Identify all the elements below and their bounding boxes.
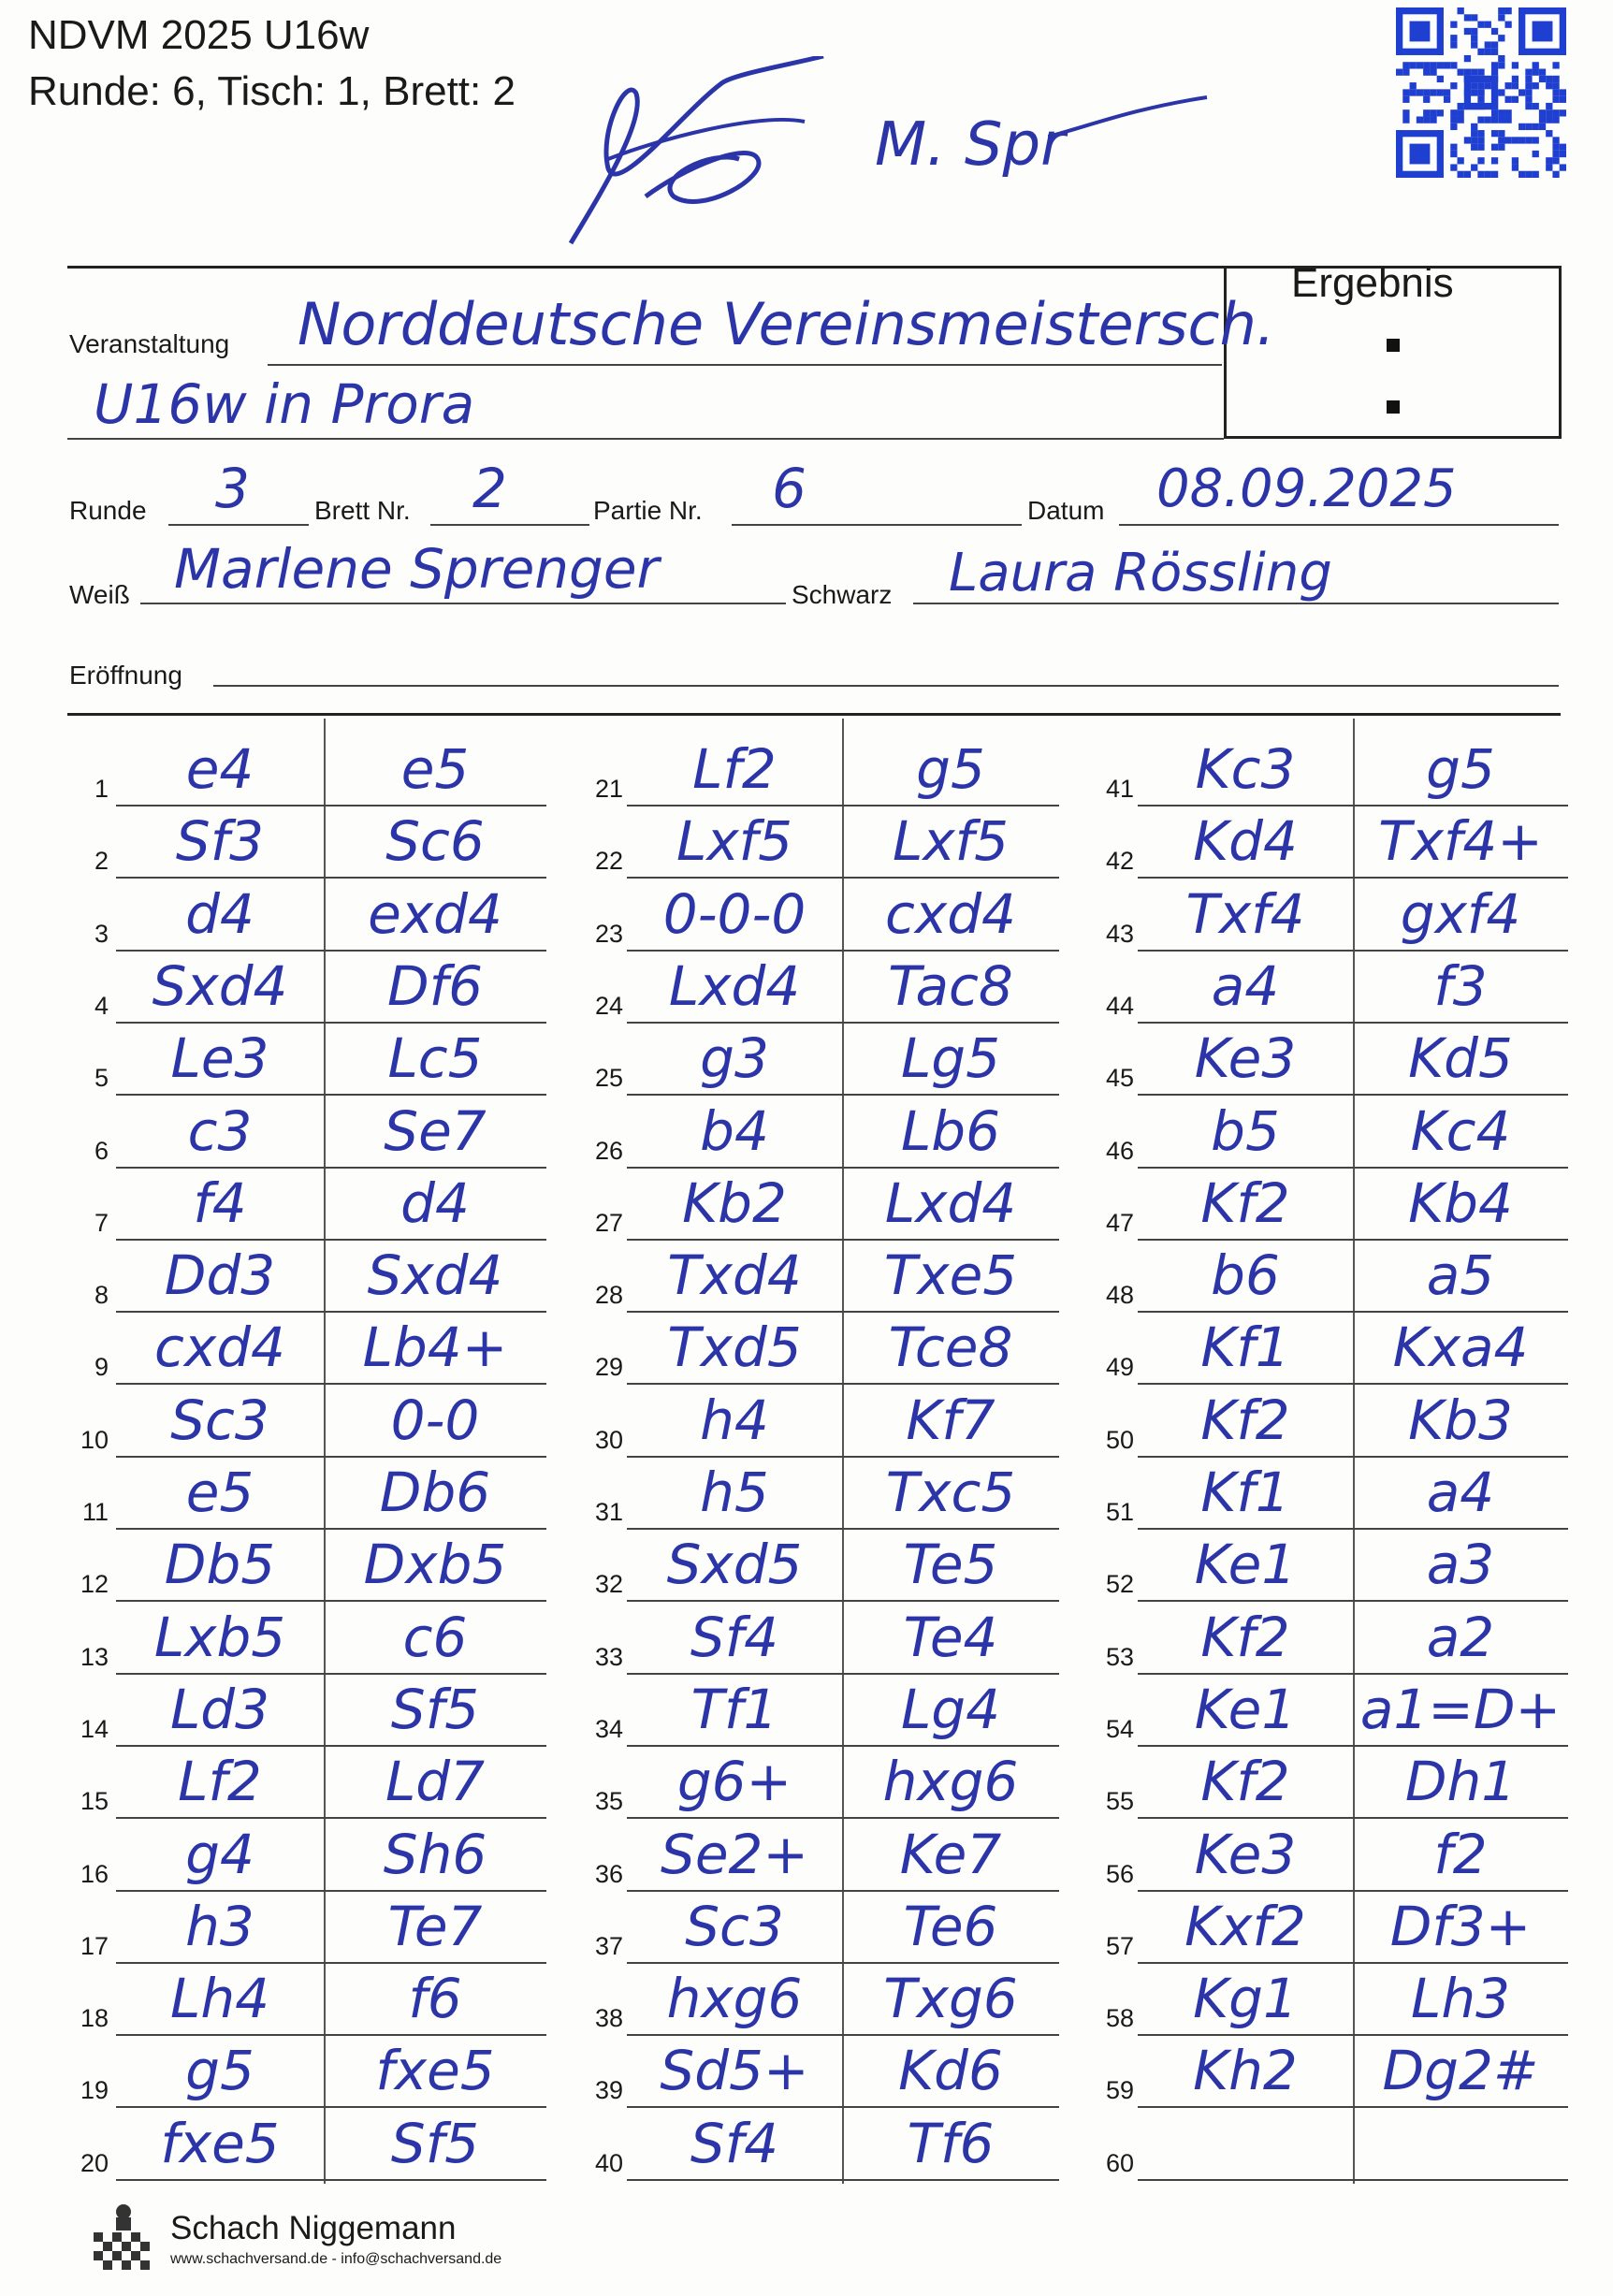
move-black: c6	[402, 1605, 468, 1669]
move-row-rule	[1138, 877, 1568, 879]
move-black: Sxd4	[367, 1243, 503, 1308]
move-white: a4	[1211, 953, 1280, 1018]
move-black: Dg2#	[1382, 2039, 1539, 2103]
move-white: Ke1	[1194, 1533, 1297, 1597]
move-row-rule	[1138, 1817, 1568, 1819]
move-black: Txg6	[883, 1967, 1018, 2031]
move-row-rule	[627, 1673, 1059, 1675]
result-box-right	[1559, 266, 1562, 439]
moves-top-rule	[67, 713, 1561, 716]
chess-logo-icon	[86, 2201, 161, 2279]
move-black: f6	[408, 1967, 462, 2031]
move-white: Kh2	[1193, 2039, 1298, 2103]
date-rule	[1119, 524, 1559, 526]
move-number: 18	[80, 2004, 109, 2033]
move-number: 56	[1105, 1859, 1134, 1888]
move-number: 42	[1105, 847, 1134, 876]
move-black: e5	[400, 737, 470, 801]
move-row-rule	[116, 1094, 546, 1096]
move-row-rule	[627, 2106, 1059, 2108]
game-rule	[732, 524, 1022, 526]
move-row-rule	[627, 1022, 1059, 1024]
move-row-rule	[116, 1745, 546, 1747]
move-black: Kd6	[898, 2039, 1003, 2103]
move-number: 25	[594, 1064, 623, 1093]
event-line2-rule	[67, 438, 1224, 440]
move-number: 33	[594, 1642, 623, 1671]
move-black: Kc4	[1410, 1098, 1511, 1163]
move-white: hxg6	[666, 1967, 803, 2031]
move-white: Tf1	[690, 1677, 778, 1741]
move-black: Db6	[379, 1460, 491, 1524]
black-label: Schwarz	[792, 580, 893, 609]
round-label: Runde	[69, 496, 147, 525]
move-row-rule	[627, 1239, 1059, 1241]
opening-rule	[213, 685, 1559, 687]
move-white: g6+	[676, 1750, 792, 1814]
move-row-rule	[1138, 1962, 1568, 1964]
move-row-rule	[627, 2034, 1059, 2036]
signature-white-player: M. Spr	[875, 110, 1066, 180]
move-black: Ke7	[899, 1822, 1002, 1886]
move-number: 34	[594, 1714, 623, 1743]
move-black: Te6	[903, 1894, 998, 1958]
move-row-rule	[627, 1745, 1059, 1747]
move-row-rule	[1138, 1022, 1568, 1024]
move-black: Lh3	[1411, 1967, 1510, 2031]
move-number: 48	[1105, 1281, 1134, 1310]
opening-label: Eröffnung	[69, 661, 182, 690]
move-number: 47	[1105, 1208, 1134, 1237]
move-row-rule	[1138, 1239, 1568, 1241]
move-black: Tac8	[888, 953, 1013, 1018]
move-white: Txd4	[667, 1243, 802, 1308]
move-row-rule	[627, 1962, 1059, 1964]
move-white: Lh4	[170, 1967, 269, 2031]
move-black: f3	[1433, 953, 1488, 1018]
move-white: Kxf2	[1184, 1894, 1306, 1958]
qr-code-icon	[1396, 7, 1566, 178]
move-row-rule	[627, 1528, 1059, 1530]
move-number: 55	[1105, 1787, 1134, 1816]
move-row-rule	[116, 1817, 546, 1819]
move-black: Tce8	[888, 1315, 1013, 1380]
move-white: 0-0-0	[662, 881, 806, 946]
move-black: Tf6	[907, 2111, 995, 2175]
move-row-rule	[1138, 1311, 1568, 1313]
move-white: Ke1	[1194, 1677, 1297, 1741]
move-row-rule	[1138, 1456, 1568, 1458]
move-number: 26	[594, 1136, 623, 1165]
move-row-rule	[627, 1456, 1059, 1458]
move-row-rule	[627, 877, 1059, 879]
move-number: 40	[594, 2148, 623, 2177]
move-row-rule	[116, 1600, 546, 1602]
move-row-rule	[116, 1311, 546, 1313]
move-row-rule	[116, 2106, 546, 2108]
move-black: a1=D+	[1359, 1677, 1562, 1741]
move-black: fxe5	[375, 2039, 495, 2103]
move-black: Lxd4	[884, 1170, 1017, 1235]
result-black-marker	[1387, 400, 1400, 414]
result-title: Ergebnis	[1291, 260, 1454, 306]
move-row-rule	[627, 805, 1059, 807]
move-white: Lxd4	[668, 953, 801, 1018]
move-row-rule	[116, 2034, 546, 2036]
move-row-rule	[1138, 950, 1568, 952]
move-row-rule	[627, 1890, 1059, 1892]
game-value: 6	[772, 457, 806, 520]
move-white: Kd4	[1193, 809, 1298, 874]
move-number: 38	[594, 2004, 623, 2033]
move-number: 51	[1105, 1498, 1134, 1526]
move-number: 17	[80, 1931, 109, 1960]
move-black: Txc5	[885, 1460, 1016, 1524]
move-black: Df6	[387, 953, 483, 1018]
move-black: Dxb5	[363, 1533, 507, 1597]
move-black: g5	[1426, 737, 1495, 801]
move-white: Db5	[164, 1533, 276, 1597]
move-black: Lb6	[900, 1098, 1001, 1163]
move-black: Lg4	[900, 1677, 1001, 1741]
move-white: g3	[700, 1026, 769, 1091]
move-row-rule	[116, 1673, 546, 1675]
move-black: Txe5	[883, 1243, 1018, 1308]
move-number: 52	[1105, 1570, 1134, 1599]
move-number: 3	[94, 919, 109, 948]
move-white: Txd5	[667, 1315, 802, 1380]
move-number: 54	[1105, 1714, 1134, 1743]
move-number: 35	[594, 1787, 623, 1816]
move-number: 46	[1105, 1136, 1134, 1165]
signature-white-tail	[1048, 90, 1235, 155]
move-row-rule	[116, 1456, 546, 1458]
move-number: 57	[1105, 1931, 1134, 1960]
move-row-rule	[116, 1383, 546, 1385]
move-white: b5	[1211, 1098, 1280, 1163]
move-number: 28	[594, 1281, 623, 1310]
move-black: Kb3	[1408, 1388, 1513, 1452]
move-number: 60	[1105, 2148, 1134, 2177]
move-black: Te4	[903, 1605, 998, 1669]
move-number: 27	[594, 1208, 623, 1237]
move-black: a4	[1426, 1460, 1495, 1524]
move-black: Kf7	[906, 1388, 995, 1452]
move-black: Sc6	[385, 809, 485, 874]
move-number: 9	[94, 1353, 109, 1382]
move-white: Kf2	[1200, 1750, 1290, 1814]
move-black: a2	[1426, 1605, 1495, 1669]
event-line1-rule	[268, 364, 1222, 366]
move-row-rule	[627, 1383, 1059, 1385]
move-black: Te5	[903, 1533, 998, 1597]
move-row-rule	[116, 805, 546, 807]
move-row-rule	[627, 1311, 1059, 1313]
move-row-rule	[116, 950, 546, 952]
move-number: 14	[80, 1714, 109, 1743]
move-number: 2	[94, 847, 109, 876]
move-row-rule	[627, 1817, 1059, 1819]
board-rule	[430, 524, 589, 526]
board-value: 2	[472, 457, 507, 520]
move-row-rule	[1138, 2034, 1568, 2036]
move-number: 39	[594, 2076, 623, 2105]
move-black: 0-0	[390, 1388, 480, 1452]
event-line1: Norddeutsche Vereinsmeistersch.	[298, 290, 1275, 358]
move-white: Sf3	[175, 809, 265, 874]
footer-brand: Schach Niggemann	[170, 2210, 457, 2246]
move-black: Kb4	[1408, 1170, 1513, 1235]
move-white: Lf2	[692, 737, 777, 801]
move-number: 36	[594, 1859, 623, 1888]
move-white: Se2+	[661, 1822, 808, 1886]
move-white: Sxd5	[666, 1533, 803, 1597]
move-row-rule	[1138, 1167, 1568, 1169]
move-number: 44	[1105, 991, 1134, 1020]
move-white: Kc3	[1195, 737, 1296, 801]
board-label: Brett Nr.	[314, 496, 411, 525]
move-white: Kb2	[682, 1170, 787, 1235]
move-number: 7	[94, 1208, 109, 1237]
move-white: g5	[185, 2039, 254, 2103]
move-white: cxd4	[154, 1315, 285, 1380]
move-black: a5	[1426, 1243, 1495, 1308]
move-row-rule	[116, 2179, 546, 2181]
white-player-name: Marlene Sprenger	[174, 537, 660, 601]
move-row-rule	[627, 1167, 1059, 1169]
move-black: d4	[400, 1170, 470, 1235]
move-black: Txf4+	[1378, 809, 1543, 874]
move-number: 32	[594, 1570, 623, 1599]
move-black: Sh6	[383, 1822, 487, 1886]
result-white-marker	[1387, 339, 1400, 352]
move-white: Kf1	[1200, 1460, 1290, 1524]
move-number: 24	[594, 991, 623, 1020]
move-black: Lxf5	[893, 809, 1009, 874]
move-black: Sf5	[390, 2111, 480, 2175]
move-row-rule	[1138, 805, 1568, 807]
move-black: Lb4+	[362, 1315, 508, 1380]
move-number: 8	[94, 1281, 109, 1310]
header-round-info: Runde: 6, Tisch: 1, Brett: 2	[28, 68, 516, 114]
move-white: fxe5	[160, 2111, 280, 2175]
move-white: c3	[187, 1098, 253, 1163]
move-white: Dd3	[164, 1243, 276, 1308]
move-number: 29	[594, 1353, 623, 1382]
date-label: Datum	[1027, 496, 1105, 525]
move-row-rule	[116, 1167, 546, 1169]
move-white: h5	[700, 1460, 769, 1524]
move-white: b6	[1211, 1243, 1280, 1308]
move-white: Sf4	[690, 1605, 779, 1669]
move-black: cxd4	[885, 881, 1016, 946]
move-black: Sf5	[390, 1677, 480, 1741]
move-row-rule	[1138, 1745, 1568, 1747]
move-number: 43	[1105, 919, 1134, 948]
move-row-rule	[1138, 1673, 1568, 1675]
event-label: Veranstaltung	[69, 329, 230, 358]
move-row-rule	[1138, 2106, 1568, 2108]
move-white: f4	[193, 1170, 247, 1235]
move-white: e5	[185, 1460, 254, 1524]
move-number: 58	[1105, 2004, 1134, 2033]
move-white: Lxb5	[153, 1605, 286, 1669]
move-number: 16	[80, 1859, 109, 1888]
move-row-rule	[116, 877, 546, 879]
move-row-rule	[1138, 1383, 1568, 1385]
move-number: 45	[1105, 1064, 1134, 1093]
black-player-name: Laura Rössling	[949, 543, 1332, 603]
move-white: h4	[700, 1388, 769, 1452]
move-number: 20	[80, 2148, 109, 2177]
move-white: Kf2	[1200, 1605, 1290, 1669]
round-value: 3	[215, 457, 250, 520]
white-label: Weiß	[69, 580, 130, 609]
move-number: 59	[1105, 2076, 1134, 2105]
move-black: Lg5	[900, 1026, 1001, 1091]
move-white: Sxd4	[152, 953, 288, 1018]
move-black: a3	[1426, 1533, 1495, 1597]
move-black: f2	[1433, 1822, 1488, 1886]
move-black: Lc5	[387, 1026, 483, 1091]
move-row-rule	[1138, 1094, 1568, 1096]
footer-contact: www.schachversand.de - info@schachversand.de	[170, 2251, 502, 2267]
move-black: hxg6	[882, 1750, 1019, 1814]
move-number: 1	[94, 775, 109, 803]
move-white: Sf4	[690, 2111, 779, 2175]
result-box-bottom	[1224, 436, 1562, 439]
move-white: Sc3	[170, 1388, 269, 1452]
move-white: g4	[185, 1822, 254, 1886]
move-white: h3	[185, 1894, 254, 1958]
move-number: 49	[1105, 1353, 1134, 1382]
move-number: 5	[94, 1064, 109, 1093]
move-white: Lf2	[178, 1750, 262, 1814]
move-white: Kg1	[1193, 1967, 1298, 2031]
move-black: Df3+	[1389, 1894, 1532, 1958]
move-row-rule	[1138, 1600, 1568, 1602]
move-black: exd4	[368, 881, 502, 946]
move-black: Kd5	[1408, 1026, 1513, 1091]
move-number: 23	[594, 919, 623, 948]
move-black: g5	[916, 737, 985, 801]
move-number: 50	[1105, 1425, 1134, 1454]
event-line2: U16w in Prora	[94, 372, 475, 436]
move-black: Kxa4	[1392, 1315, 1529, 1380]
move-white: Kf2	[1200, 1170, 1290, 1235]
header-title: NDVM 2025 U16w	[28, 12, 370, 58]
move-row-rule	[1138, 2179, 1568, 2181]
move-number: 21	[594, 775, 623, 803]
move-white: b4	[700, 1098, 769, 1163]
move-black: Te7	[387, 1894, 483, 1958]
move-number: 31	[594, 1498, 623, 1526]
move-white: d4	[185, 881, 254, 946]
move-row-rule	[116, 1022, 546, 1024]
round-rule	[168, 524, 309, 526]
move-black: Se7	[384, 1098, 487, 1163]
move-number: 12	[80, 1570, 109, 1599]
move-row-rule	[116, 1962, 546, 1964]
move-number: 30	[594, 1425, 623, 1454]
move-row-rule	[627, 950, 1059, 952]
move-white: Kf2	[1200, 1388, 1290, 1452]
move-row-rule	[627, 1094, 1059, 1096]
move-number: 4	[94, 991, 109, 1020]
move-row-rule	[116, 1528, 546, 1530]
move-white: Ke3	[1194, 1026, 1297, 1091]
move-number: 22	[594, 847, 623, 876]
move-row-rule	[1138, 1528, 1568, 1530]
move-number: 53	[1105, 1642, 1134, 1671]
move-number: 41	[1105, 775, 1134, 803]
move-white: Sd5+	[660, 2039, 809, 2103]
move-number: 19	[80, 2076, 109, 2105]
move-row-rule	[627, 2179, 1059, 2181]
move-number: 10	[80, 1425, 109, 1454]
move-white: Sc3	[685, 1894, 784, 1958]
move-number: 6	[94, 1136, 109, 1165]
move-white: Txf4	[1185, 881, 1305, 946]
move-white: Kf1	[1200, 1315, 1290, 1380]
white-rule	[140, 603, 786, 604]
move-white: Ke3	[1194, 1822, 1297, 1886]
move-white: Lxf5	[676, 809, 792, 874]
move-row-rule	[116, 1890, 546, 1892]
move-number: 11	[81, 1498, 109, 1526]
move-white: Le3	[170, 1026, 269, 1091]
move-white: Ld3	[169, 1677, 270, 1741]
move-number: 13	[80, 1642, 109, 1671]
move-black: Ld7	[385, 1750, 486, 1814]
move-row-rule	[116, 1239, 546, 1241]
move-number: 37	[594, 1931, 623, 1960]
move-black: gxf4	[1400, 881, 1521, 946]
move-number: 15	[80, 1787, 109, 1816]
move-black: Dh1	[1404, 1750, 1517, 1814]
move-white: e4	[185, 737, 254, 801]
move-row-rule	[1138, 1890, 1568, 1892]
date-value: 08.09.2025	[1156, 458, 1457, 519]
move-row-rule	[627, 1600, 1059, 1602]
game-label: Partie Nr.	[593, 496, 703, 525]
